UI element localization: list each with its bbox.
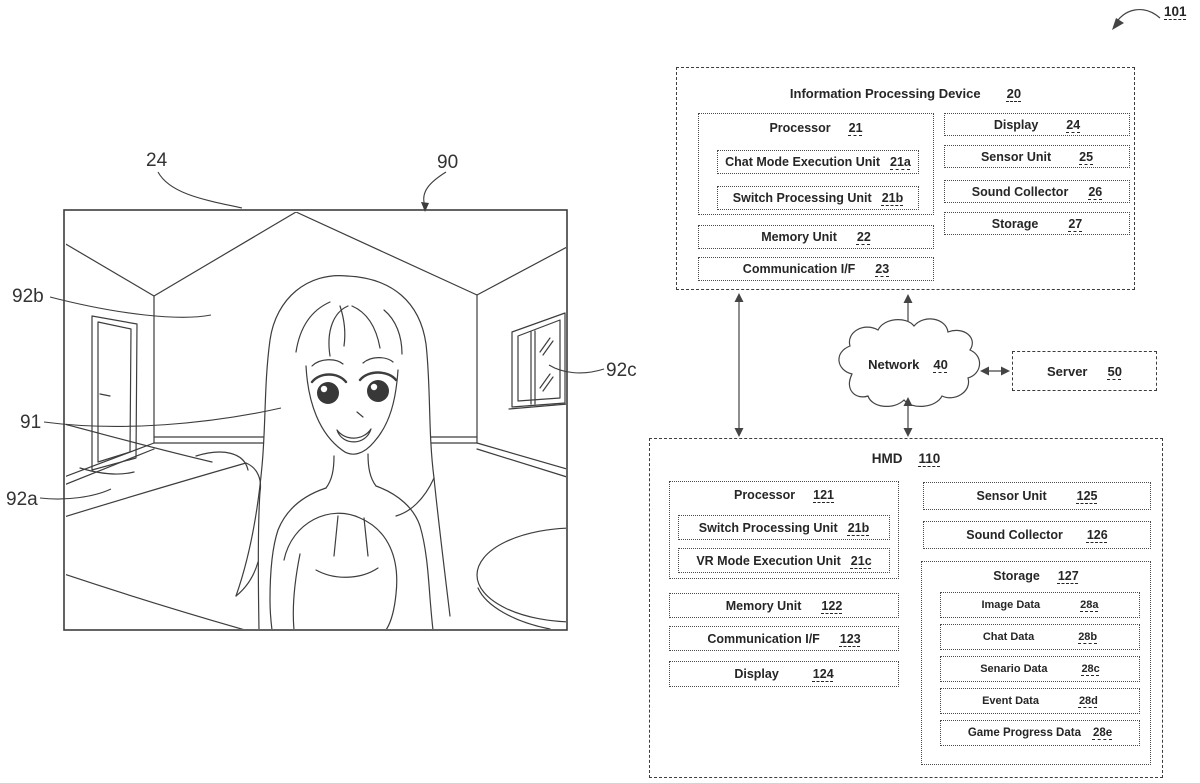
box-switch-processing-unit-hmd [678, 515, 890, 540]
ref-number: 27 [1068, 216, 1083, 231]
ref-label-91: 91 [20, 412, 42, 433]
box-label: Switch Processing Unit [698, 520, 838, 535]
ref-number: 127 [1057, 569, 1079, 583]
arrowhead [735, 428, 744, 437]
figure-ref-101 [1164, 4, 1187, 19]
ipd-processor-title [699, 121, 933, 135]
box-label: Communication I/F [742, 262, 856, 276]
ipd-title-label: Information Processing Device [789, 86, 981, 101]
ref-number: 28a [1080, 599, 1099, 611]
hmd-processor-box [669, 481, 899, 579]
box-label: Memory Unit [725, 598, 802, 613]
ref-number: 26 [1088, 184, 1103, 199]
box-vr-mode-execution-unit [678, 548, 890, 573]
box-image-data [940, 592, 1140, 618]
ref-number: 50 [1107, 363, 1122, 379]
box-sensor-unit [944, 145, 1130, 168]
network-label [845, 349, 971, 379]
ref-number: 20 [1006, 86, 1022, 101]
hmd-box [649, 438, 1163, 778]
box-label: Communication I/F [707, 631, 820, 646]
box-memory-unit-hmd [669, 593, 899, 618]
box-game-progress-data [940, 720, 1140, 746]
box-label: Processor [769, 121, 831, 135]
box-sensor-unit-hmd [923, 482, 1151, 510]
box-switch-processing-unit [717, 186, 919, 210]
box-communication-if-hmd [669, 626, 899, 651]
box-sound-collector-hmd [923, 521, 1151, 549]
box-label: Storage [991, 216, 1039, 231]
box-label: Server [1047, 363, 1088, 379]
box-label: Event Data [982, 695, 1039, 707]
ref-label-92a: 92a [6, 489, 38, 510]
ref-number: 21b [847, 520, 870, 535]
hmd-storage-box [921, 561, 1151, 765]
ref-number: 21a [890, 155, 911, 169]
arrowhead [904, 428, 913, 437]
arrowhead [904, 294, 913, 303]
ref-number: 21c [850, 553, 872, 568]
ipd-title [677, 86, 1134, 101]
ref-number: 110 [918, 451, 941, 466]
box-label: Memory Unit [761, 230, 837, 244]
box-label: VR Mode Execution Unit [696, 553, 841, 568]
ref-label-92c: 92c [606, 360, 637, 381]
box-display [944, 113, 1130, 136]
box-storage [944, 212, 1130, 235]
hmd-title-label: HMD [871, 451, 903, 466]
box-event-data [940, 688, 1140, 714]
ref-number: 101 [1164, 4, 1187, 19]
box-communication-if [698, 257, 934, 281]
hmd-title [650, 451, 1162, 466]
server-box [1012, 351, 1157, 391]
box-label: Sound Collector [966, 528, 1063, 542]
ref-number: 23 [875, 262, 890, 276]
ref-number: 124 [812, 667, 834, 681]
arrowhead-101 [1112, 18, 1124, 30]
hmd-processor-title [670, 488, 898, 502]
ref-label-90: 90 [437, 152, 459, 173]
ref-number: 121 [813, 488, 834, 502]
ref-number: 28e [1092, 727, 1113, 739]
box-label: Sound Collector [971, 184, 1069, 199]
ref-label-24: 24 [146, 150, 168, 171]
ref-number: 122 [821, 598, 843, 613]
ref-number: 21b [881, 191, 904, 205]
box-label: Storage [993, 569, 1040, 583]
arrowhead [735, 293, 744, 302]
box-label: Chat Data [982, 631, 1035, 643]
ref-number: 126 [1086, 528, 1108, 542]
ref-number: 28b [1078, 631, 1098, 643]
box-label: Display [734, 667, 779, 681]
ref-number: 24 [1066, 117, 1081, 132]
box-label: Senario Data [980, 663, 1048, 675]
ref-number: 22 [856, 230, 871, 244]
ref-number: 21 [848, 121, 863, 135]
arrowhead [1001, 367, 1010, 376]
ref-number: 125 [1076, 489, 1098, 503]
box-label: Processor [733, 488, 796, 502]
ref-number: 28c [1081, 663, 1100, 675]
ref-number: 123 [839, 631, 861, 646]
arrowhead [980, 367, 989, 376]
box-label: Switch Processing Unit [732, 191, 872, 205]
hmd-storage-title [922, 569, 1150, 583]
box-chat-mode-execution-unit [717, 150, 919, 174]
box-label: Image Data [981, 599, 1041, 611]
box-display-hmd [669, 661, 899, 687]
box-label: Sensor Unit [976, 489, 1047, 503]
box-label: Network [868, 356, 920, 372]
box-label: Chat Mode Execution Unit [725, 155, 880, 169]
box-chat-data [940, 624, 1140, 650]
ref-label-92b: 92b [12, 286, 44, 307]
box-label: Sensor Unit [980, 149, 1052, 164]
box-label: Game Progress Data [967, 727, 1081, 739]
box-sound-collector [944, 180, 1130, 203]
ref-number: 40 [933, 356, 948, 372]
box-label: Display [993, 117, 1039, 132]
box-memory-unit [698, 225, 934, 249]
box-senario-data [940, 656, 1140, 682]
ipd-processor-box [698, 113, 934, 215]
information-processing-device-box [676, 67, 1135, 290]
ref-number: 28d [1078, 695, 1098, 707]
ref-number: 25 [1079, 149, 1094, 164]
